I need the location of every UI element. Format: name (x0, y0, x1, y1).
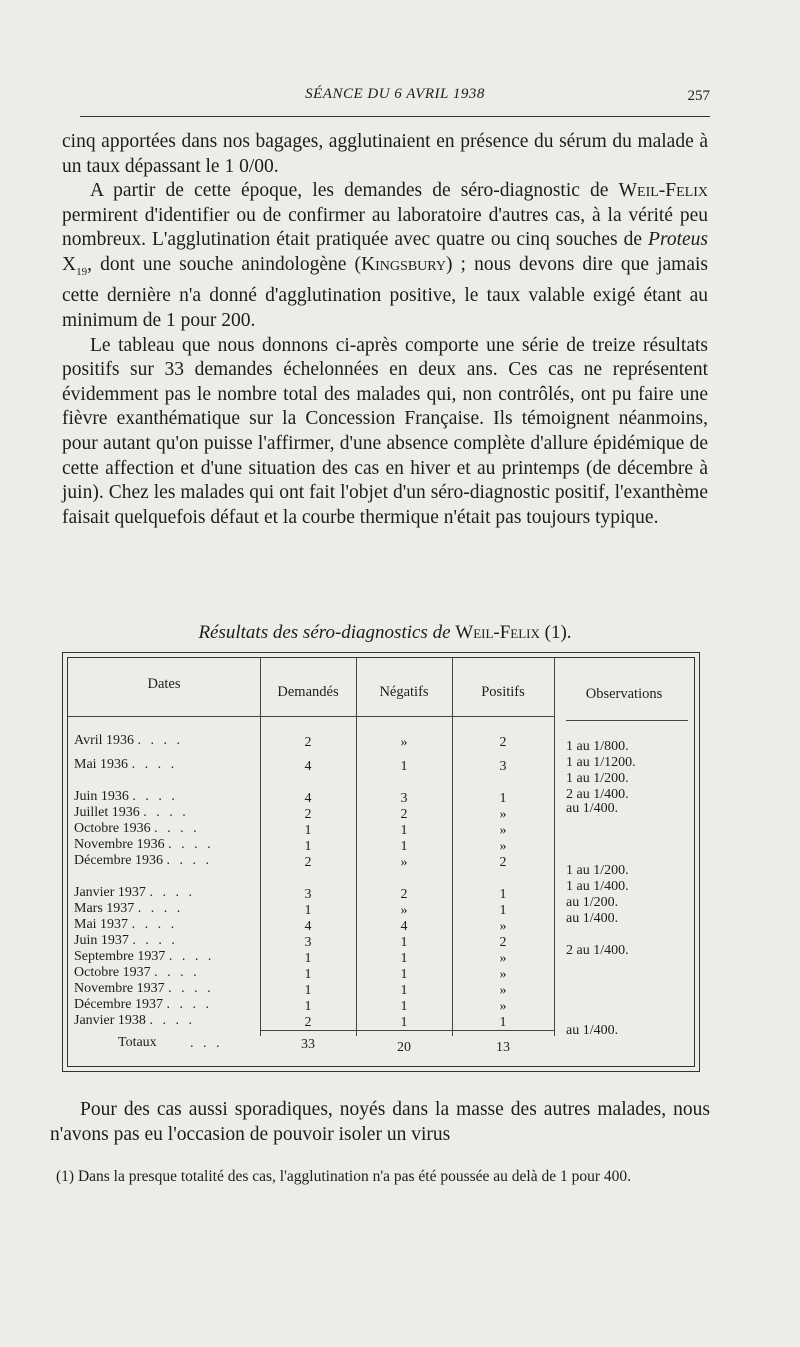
kingsbury-name: Kingsbury (361, 253, 446, 275)
observation: 1 au 1/800. (566, 739, 629, 754)
row-date-text: Juillet 1936 (74, 805, 140, 820)
row-date-text: Novembre 1936 (74, 837, 165, 852)
row-demandes: 1 (304, 983, 312, 998)
row-negatifs: 1 (400, 1015, 408, 1030)
results-table-inner (67, 657, 695, 1067)
row-date (74, 918, 254, 932)
row-date (74, 902, 254, 916)
row-negatifs: 3 (400, 791, 408, 806)
row-positifs: 1 (499, 1015, 507, 1030)
row-negatifs: » (400, 855, 408, 870)
row-leader: . . . . (154, 965, 200, 980)
row-negatifs: 1 (400, 999, 408, 1014)
row-leader: . . . . (131, 917, 178, 932)
row-leader: . . . . (137, 901, 184, 916)
header-rule (80, 116, 710, 117)
row-demandes: 4 (304, 759, 312, 774)
row-leader: . . . . (168, 837, 214, 852)
row-positifs: 3 (499, 759, 507, 774)
row-date (74, 950, 254, 964)
closing-paragraph (50, 1098, 710, 1147)
totals-rule (260, 1030, 554, 1031)
row-positifs: 2 (499, 735, 507, 750)
p2-text-c: permirent d'identifier ou de confirmer au laboratoire d'autres cas, à la vérité peu nombreux. L'agglutination était pratiquée avec quatre ou cinq souches de (62, 204, 708, 251)
row-date-text: Octobre 1937 (74, 965, 151, 980)
row-negatifs: 1 (400, 823, 408, 838)
row-leader: . . . . (132, 933, 178, 948)
row-leader: . . . . (168, 949, 215, 964)
row-demandes: 1 (304, 999, 312, 1014)
row-date-text: Décembre 1936 (74, 853, 164, 868)
row-date-text: Juin 1937 (74, 933, 129, 948)
row-negatifs: 1 (400, 935, 408, 950)
row-leader: . . . . (149, 1013, 195, 1028)
row-negatifs: » (400, 903, 408, 918)
p2-text-e: X (62, 253, 77, 275)
column-divider (554, 658, 555, 1036)
row-demandes: 2 (304, 1015, 312, 1030)
row-positifs: 2 (499, 935, 507, 950)
row-date (74, 790, 254, 804)
row-demandes: 1 (304, 967, 312, 982)
footnote-text: (1) Dans la presque totalité des cas, l'agglutination n'a pas été poussée au delà de 1 pour 400. (56, 1168, 632, 1185)
row-date (74, 838, 254, 852)
row-date-text: Mars 1937 (74, 901, 135, 916)
paragraph-1: cinq apportées dans nos bagages, agglutinaient en présence du sérum du malade à un taux dépassant le 1 0/00. (62, 131, 708, 177)
col-header-negatifs: Négatifs (379, 684, 429, 700)
header-rule-observations (566, 720, 688, 721)
row-leader: . . . . (137, 733, 184, 748)
row-demandes: 1 (304, 823, 312, 838)
column-divider (452, 658, 453, 1036)
row-demandes: 3 (304, 935, 312, 950)
row-positifs: » (499, 807, 507, 822)
row-demandes: 2 (304, 807, 312, 822)
totals-leader: . . . (190, 1036, 223, 1051)
row-positifs: 1 (499, 887, 507, 902)
running-title: SÉANCE DU 6 AVRIL 1938 (305, 86, 485, 102)
p2-subscript: 19 (76, 265, 88, 278)
col-header-demandes: Demandés (277, 684, 339, 700)
row-date (74, 734, 254, 748)
row-negatifs: 2 (400, 807, 408, 822)
row-leader: . . . . (168, 981, 214, 996)
row-date (74, 934, 254, 948)
row-date-text: Juin 1936 (74, 789, 129, 804)
col-header-observations: Observations (585, 686, 663, 702)
p2-text-f: , dont une souche anindologène ( (87, 253, 362, 275)
row-negatifs: 2 (400, 887, 408, 902)
row-date-text: Octobre 1936 (74, 821, 151, 836)
row-positifs: 1 (499, 903, 507, 918)
row-date-text: Avril 1936 (74, 733, 135, 748)
row-leader: . . . . (132, 789, 178, 804)
row-date-text: Septembre 1937 (74, 949, 166, 964)
proteus-name: Proteus (648, 229, 708, 251)
row-demandes: 4 (304, 919, 312, 934)
row-positifs: 1 (499, 791, 507, 806)
header-rule-numbers (260, 716, 554, 717)
results-table (62, 652, 700, 1072)
total-negatifs: 20 (397, 1040, 411, 1055)
row-date-text: Novembre 1937 (74, 981, 165, 996)
row-date (74, 886, 254, 900)
paragraph-2 (62, 179, 708, 333)
row-date-text: Décembre 1937 (74, 997, 164, 1012)
body-text (62, 130, 708, 530)
column-divider (260, 658, 261, 1036)
row-negatifs: 1 (400, 759, 408, 774)
row-negatifs: 1 (400, 951, 408, 966)
row-negatifs: 1 (400, 967, 408, 982)
observation: 2 au 1/400. (566, 787, 629, 802)
totals-label: Totaux (118, 1035, 157, 1050)
col-header-dates: Dates (147, 676, 181, 692)
row-leader: . . . . (166, 853, 213, 868)
observation: 1 au 1/400. (566, 879, 629, 894)
row-demandes: 1 (304, 951, 312, 966)
observation: 2 au 1/400. (566, 943, 629, 958)
row-positifs: » (499, 999, 507, 1014)
row-date (74, 806, 254, 820)
row-negatifs: » (400, 735, 408, 750)
total-positifs: 13 (496, 1040, 510, 1055)
row-date (74, 758, 254, 772)
row-demandes: 3 (304, 887, 312, 902)
row-negatifs: 1 (400, 839, 408, 854)
row-date-text: Mai 1937 (74, 917, 129, 932)
row-leader: . . . . (166, 997, 213, 1012)
row-date (74, 982, 254, 996)
row-positifs: » (499, 919, 507, 934)
paragraph-3: Le tableau que nous donnons ci-après comporte une série de treize résultats positifs sur 33 demandes échelonnées en deux ans. Ces cas ne représentent évidemment pas le nombre total des malades qui, non contrôlés, ont pu faire une fièvre exanthématique sur la Concession Française. Ils témoignent néanmoins, pour autant qu'on puisse l'affirmer, d'une absence complète d'allure épidémique de cette affection et d'une situation des cas en hiver et au printemps (de décembre à juin). Chez les malades qui ont fait l'objet d'un séro-diagnostic positif, l'exanthème faisait quelquefois défaut et la courbe thermique n'était pas toujours typique. (62, 334, 708, 528)
observation: au 1/200. (566, 895, 619, 910)
column-divider (356, 658, 357, 1036)
p2-text-a: A partir de cette époque, les demandes de séro-diagnostic de (90, 180, 619, 202)
row-date (74, 966, 254, 980)
p2-text-h: ) ; nous devons dire que jamais cette dernière n'a donné d'agglutination positive, le taux valable exigé étant au minimum de 1 pour 200. (62, 253, 709, 332)
row-demandes: 1 (304, 839, 312, 854)
observation: au 1/400. (566, 1023, 619, 1038)
row-leader: . . . . (154, 821, 200, 836)
table-caption (62, 622, 708, 644)
row-date-text: Janvier 1938 (74, 1013, 146, 1028)
row-demandes: 1 (304, 903, 312, 918)
row-positifs: 2 (499, 855, 507, 870)
row-leader: . . . . (131, 757, 178, 772)
caption-note: (1). (539, 622, 572, 643)
row-positifs: » (499, 967, 507, 982)
row-demandes: 4 (304, 791, 312, 806)
observation: au 1/400. (566, 911, 619, 926)
caption-name: Weil-Felix (455, 622, 540, 643)
row-positifs: » (499, 951, 507, 966)
row-date (74, 1014, 254, 1028)
row-negatifs: 1 (400, 983, 408, 998)
row-positifs: » (499, 839, 507, 854)
row-demandes: 2 (304, 735, 312, 750)
header-rule-dates (68, 716, 260, 717)
row-date (74, 822, 254, 836)
observation: 1 au 1/200. (566, 863, 629, 878)
row-date (74, 854, 254, 868)
row-date-text: Janvier 1937 (74, 885, 146, 900)
observation: 1 au 1/1200. (566, 755, 636, 770)
col-header-positifs: Positifs (481, 684, 525, 700)
row-positifs: » (499, 823, 507, 838)
row-positifs: » (499, 983, 507, 998)
footnote (50, 1168, 710, 1186)
page-number: 257 (687, 88, 710, 104)
row-demandes: 2 (304, 855, 312, 870)
row-leader: . . . . (149, 885, 195, 900)
row-date (74, 998, 254, 1012)
page-header (80, 86, 710, 112)
caption-italic: Résultats des séro-diagnostics de (198, 622, 456, 643)
weil-felix-name: Weil-Felix (618, 180, 708, 202)
total-demandes: 33 (301, 1037, 315, 1052)
observation: 1 au 1/200. (566, 771, 629, 786)
observation: au 1/400. (566, 801, 619, 816)
row-date-text: Mai 1936 (74, 757, 129, 772)
row-leader: . . . . (143, 805, 189, 820)
row-negatifs: 4 (400, 919, 408, 934)
closing-text: Pour des cas aussi sporadiques, noyés dans la masse des autres malades, nous n'avons pas eu l'occasion de pouvoir isoler un virus (50, 1099, 710, 1145)
